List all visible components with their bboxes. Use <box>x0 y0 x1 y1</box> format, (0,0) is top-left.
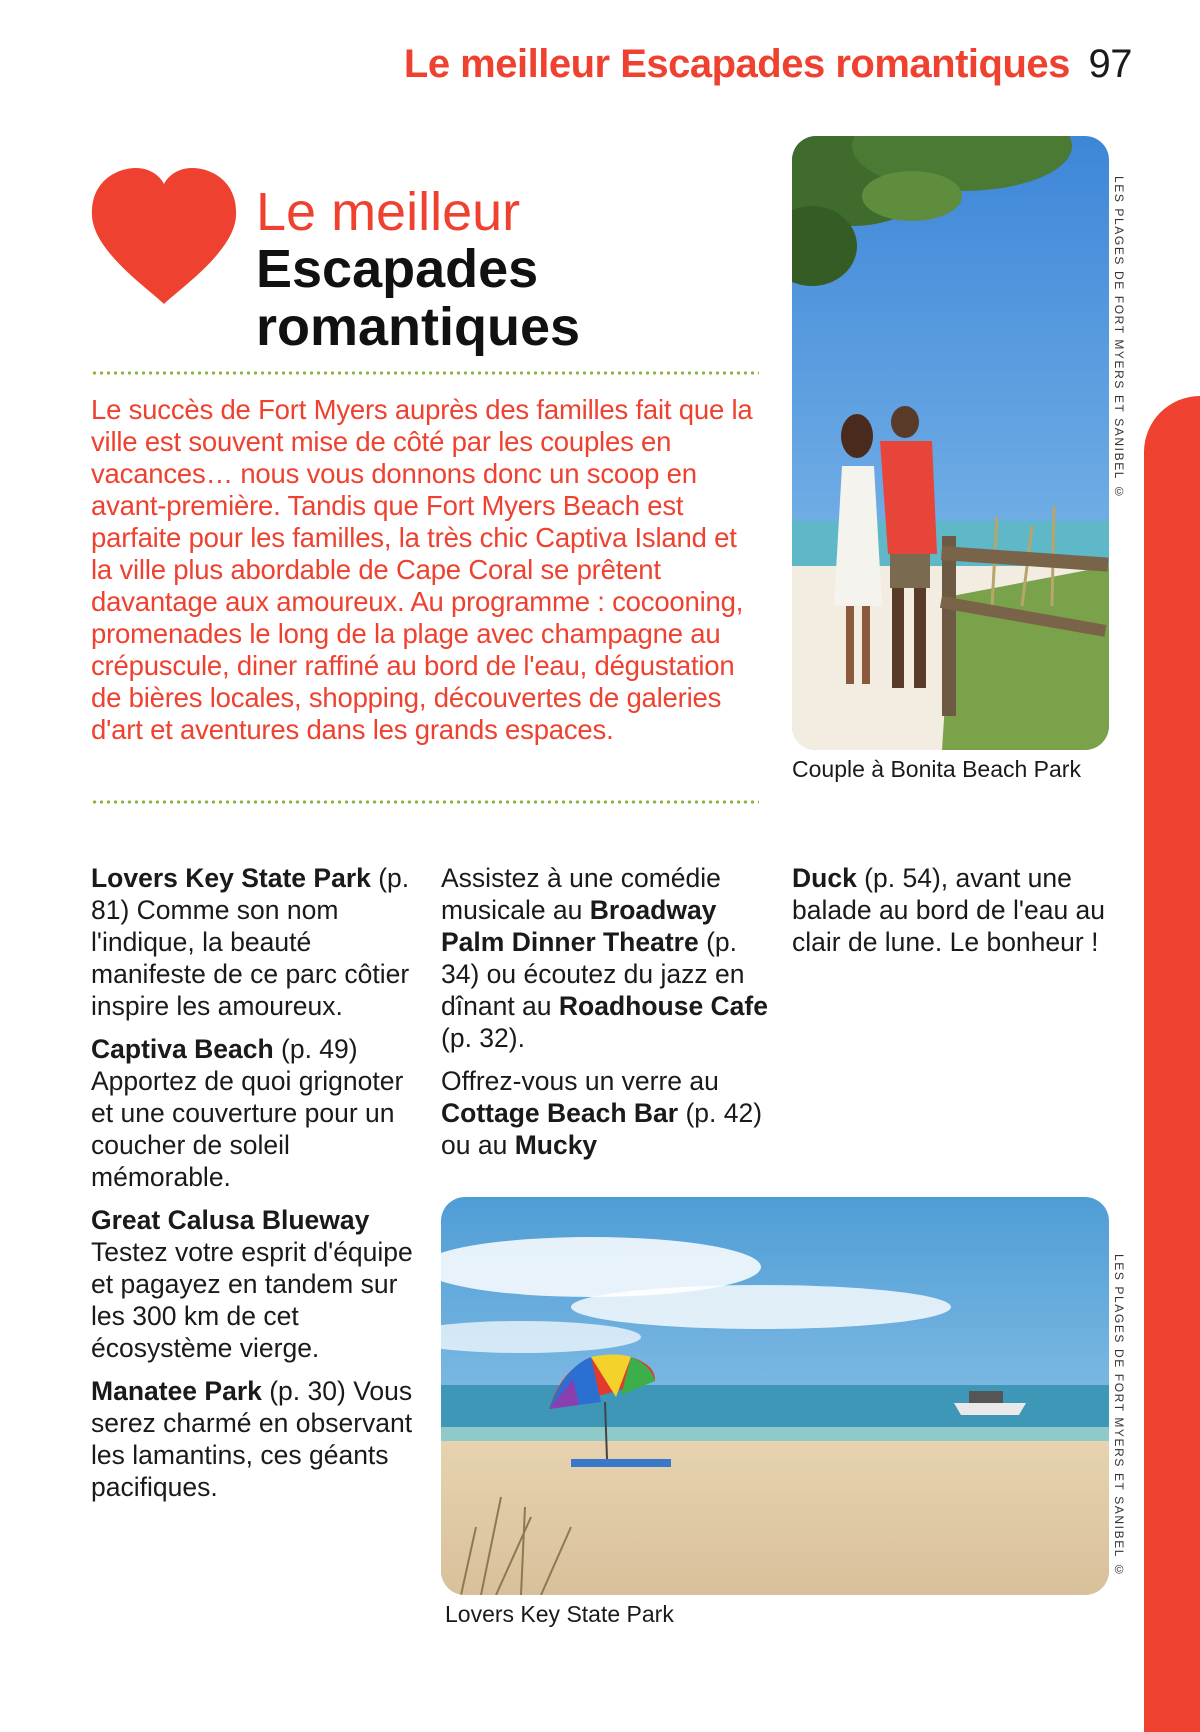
beach-photo <box>441 1197 1109 1595</box>
title-line-2: Escapades <box>256 239 539 299</box>
running-title: Le meilleur Escapades romantiques <box>403 42 1070 86</box>
section-title <box>256 184 580 356</box>
intro-paragraph: Le succès de Fort Myers auprès des familles fait que la ville est souvent mise de côté par les couples en vacances… nous vous donnons donc un scoop en avant-première. Tandis que Fort Myers Beach est parfaite pour les familles, la très chic Captiva Island et la ville plus abordable de Cape Coral se prêtent davantage aux amoureux. Au programme : cocooning, promenades le long de la plage avec champagne au crépuscule, diner raffiné au bord de l'eau, dégustation de bières locales, shopping, découvertes de galeries d'art et aventures dans les grands espaces. <box>91 394 753 745</box>
entry-name: Cottage Beach Bar <box>441 1098 679 1128</box>
entry-great-calusa-blueway <box>91 1204 421 1364</box>
entry-text: (p. 32). <box>441 1023 525 1053</box>
column-3 <box>792 862 1112 969</box>
entry-text: (p. 42) ou au <box>441 1098 763 1160</box>
entry-lovers-key <box>91 862 421 1022</box>
heart-icon <box>90 166 238 308</box>
column-2 <box>441 862 771 1172</box>
entry-name: Mucky <box>514 1130 598 1160</box>
entry-text: (p. 34) ou écoutez du jazz en dînant au <box>441 927 745 1021</box>
photo1-credit: LES PLAGES DE FORT MYERS ET SANIBEL © <box>1112 176 1126 501</box>
entry-name: Broadway Palm Dinner Theatre <box>441 895 717 957</box>
entry-text: Assistez à une comédie musicale au <box>441 863 721 925</box>
entry-name: Great Calusa Blueway <box>91 1205 370 1235</box>
column-1 <box>91 862 421 1514</box>
entry-text: (p. 54), avant une balade au bord de l'eau au clair de lune. Le bonheur ! <box>792 863 1106 957</box>
running-head <box>404 42 1132 87</box>
entry-cottage-beach-bar <box>441 1065 771 1161</box>
photo2-caption: Lovers Key State Park <box>445 1601 674 1627</box>
title-line-1: Le meilleur <box>256 182 521 242</box>
entry-name: Lovers Key State Park <box>91 863 371 893</box>
entry-text: Testez votre esprit d'équipe et pagayez en tandem sur les 300 km de cet écosystème vierge. <box>91 1237 413 1363</box>
entry-name: Captiva Beach <box>91 1034 274 1064</box>
entry-name: Roadhouse Cafe <box>558 991 768 1021</box>
entry-text: Offrez-vous un verre au <box>441 1066 719 1096</box>
couple-photo <box>792 136 1109 750</box>
dotted-divider-bottom <box>91 800 759 804</box>
dotted-divider-top <box>91 371 759 375</box>
entry-name: Manatee Park <box>91 1376 262 1406</box>
chapter-side-tab <box>1144 396 1200 1732</box>
entry-name: Duck <box>792 863 857 893</box>
entry-text: (p. 30) Vous serez charmé en observant les lamantins, ces géants pacifiques. <box>91 1376 413 1502</box>
page-number: 97 <box>1088 42 1132 86</box>
title-line-3: romantiques <box>256 297 581 357</box>
photo2-credit: LES PLAGES DE FORT MYERS ET SANIBEL © <box>1112 1254 1126 1579</box>
entry-duck <box>792 862 1112 958</box>
entry-manatee-park <box>91 1375 421 1503</box>
entry-captiva-beach <box>91 1033 421 1193</box>
entry-broadway-palm <box>441 862 771 1054</box>
entry-text: (p. 49) Apportez de quoi grignoter et une couverture pour un coucher de soleil mémorable. <box>91 1034 404 1192</box>
photo1-caption: Couple à Bonita Beach Park <box>792 756 1081 782</box>
entry-text: (p. 81) Comme son nom l'indique, la beauté manifeste de ce parc côtier inspire les amoureux. <box>91 863 410 1021</box>
